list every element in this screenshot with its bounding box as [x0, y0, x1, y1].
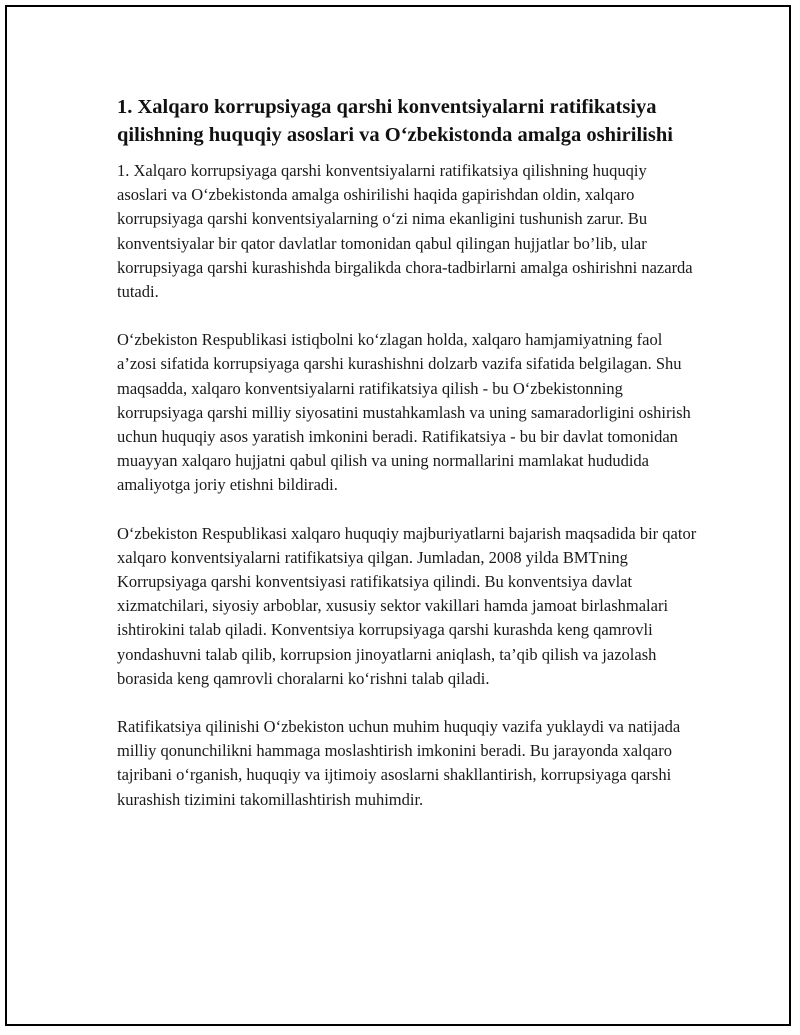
document-body [117, 93, 697, 836]
paragraph-2: O‘zbekiston Respublikasi istiqbolni ko‘zlagan holda, xalqaro hamjamiyatning faol a’zosi sifatida korrupsiyaga qarshi kurashishni dolzarb vazifa sifatida belgilagan. Shu maqsadda, xalqaro konventsiyalarni ratifikatsiya qilish - bu O‘zbekistonning korrupsiyaga qarshi milliy siyosatini mustahkamlash va uning samaradorligini oshirish uchun huquqiy asos yaratish imkonini beradi. Ratifikatsiya - bu bir davlat tomonidan muayyan xalqaro hujjatni qabul qilish va uning normallarini mamlakat hududida amaliyotga joriy etishni bildiradi. [117, 330, 691, 495]
paragraph-3: O‘zbekiston Respublikasi xalqaro huquqiy majburiyatlarni bajarish maqsadida bir qator xalqaro konventsiyalarni ratifikatsiya qilgan. Jumladan, 2008 yilda BMTning Korrupsiyaga qarshi konventsiyasi ratifikatsiya qilindi. Bu konventsiya davlat xizmatchilari, siyosiy arboblar, xususiy sektor vakillari hamda jamoat birlashmalari ishtirokini talab qiladi. Konventsiya korrupsiyaga qarshi kurashda keng qamrovli yondashuvni talab qilib, korrupsion jinoyatlarni aniqlash, ta’qib qilish va jazolash borasida keng qamrovli choralarni ko‘rishni talab qiladi. [117, 523, 697, 688]
document-title: 1. Xalqaro korrupsiyaga qarshi konventsiyalarni ratifikatsiya qilishning huquqiy asoslari va O‘zbekistonda amalga oshirilishi [117, 96, 673, 146]
paragraph-1: 1. Xalqaro korrupsiyaga qarshi konventsiyalarni ratifikatsiya qilishning huquqiy asoslari va O‘zbekistonda amalga oshirilishi haqida gapirishdan oldin, xalqaro korrupsiyaga qarshi konventsiyalarning o‘zi nima ekanligini tushunish zarur. Bu konventsiyalar bir qator davlatlar tomonidan qabul qilingan hujjatlar bo’lib, ular korrupsiyaga qarshi kurashishda birgalikda chora-tadbirlarni amalga oshirishni nazarda tutadi. [117, 161, 693, 302]
paragraph-4: Ratifikatsiya qilinishi O‘zbekiston uchun muhim huquqiy vazifa yuklaydi va natijada milliy qonunchilikni hammaga moslashtirish imkonini beradi. Bu jarayonda xalqaro tajribani o‘rganish, huquqiy va ijtimoiy asoslarni shakllantirish, korrupsiyaga qarshi kurashish tizimini takomillashtirish muhimdir. [117, 717, 681, 809]
